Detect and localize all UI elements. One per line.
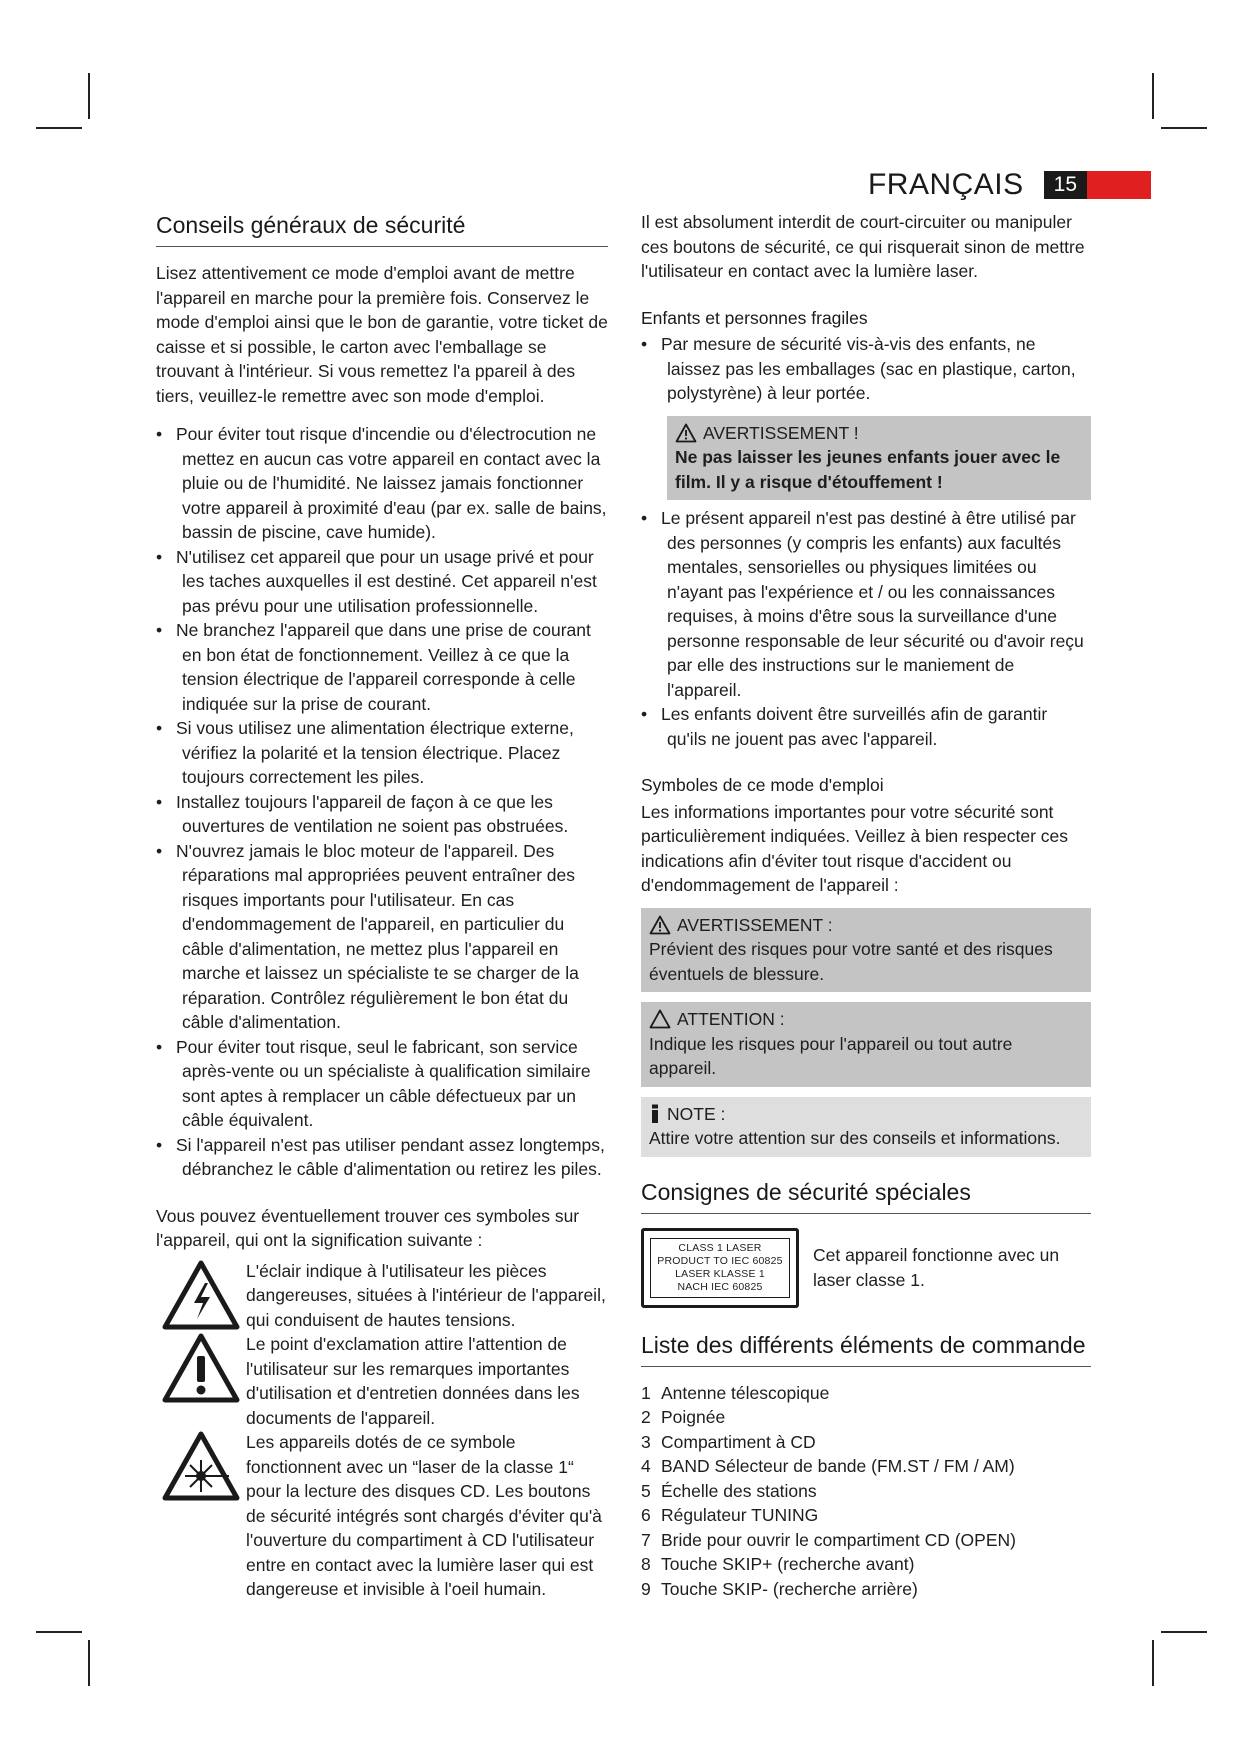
warning-box-children <box>667 416 1091 501</box>
crop-mark <box>36 127 82 129</box>
controls-heading: Liste des différents éléments de commande <box>641 1330 1091 1367</box>
controls-list <box>641 1381 1091 1602</box>
list-item: 6 Régulateur TUNING <box>641 1505 819 1525</box>
note-legend-title: NOTE : <box>667 1103 726 1124</box>
laser-label-line: PRODUCT TO IEC 60825 <box>657 1254 783 1267</box>
symbol-description: Les appareils dotés de ce symbole fonctionnent avec un “laser de la classe 1“ pour la lecture des disques CD. Les boutons de sécurité intégrés sont chargés d'éviter qu'à l'ouverture du compartiment à CD l'utilisateur entre en contact avec la lumière laser qui est dangereuse et invisible à l'oeil humain. <box>246 1432 602 1599</box>
list-item: • Si l'appareil n'est pas utiliser pendant assez longtemps, débranchez le câble d'alimentation ou retirez les piles. <box>156 1133 608 1182</box>
note-legend-text: Attire votre attention sur des conseils et informations. <box>649 1128 1061 1148</box>
laser-warning-icon <box>161 1430 241 1502</box>
symbols-intro: Vous pouvez éventuellement trouver ces symboles sur l'appareil, qui ont la signification suivante : <box>156 1205 580 1250</box>
list-item: 3 Compartiment à CD <box>641 1431 816 1452</box>
attention-legend-text: Indique les risques pour l'appareil ou tout autre appareil. <box>649 1033 1013 1078</box>
list-item: • Les enfants doivent être surveillés afin de garantir qu'ils ne jouent pas avec l'appareil. <box>641 702 1091 751</box>
list-item: 9 Touche SKIP- (recherche arrière) <box>641 1578 918 1599</box>
list-item: • N'utilisez cet appareil que pour un usage privé et pour les taches auxquelles il est destiné. Cet appareil n'est pas prévu pour une utilisation professionnelle. <box>156 545 608 619</box>
list-item: 7 Bride pour ouvrir le compartiment CD (OPEN) <box>641 1529 1016 1550</box>
lightning-warning-icon <box>161 1259 241 1331</box>
warning-triangle-icon <box>649 915 671 935</box>
laser-class-label <box>641 1228 799 1308</box>
warning-legend-text: Prévient des risques pour votre santé et des risques éventuels de blessure. <box>649 939 1053 984</box>
crop-mark <box>88 73 90 119</box>
general-safety-intro: Lisez attentivement ce mode d'emploi avant de mettre l'appareil en marche pour la première fois. Conservez le mode d'emploi ainsi que le bon de garantie, votre ticket de caisse et si possible, le carton avec l'emballage se trouvant à l'intérieur. Si vous remettez l'a ppareil à des tiers, veuillez-le remettre avec son mode d'emploi. <box>156 263 608 406</box>
symbol-description: L'éclair indique à l'utilisateur les pièces dangereuses, situées à l'intérieur de l'appareil, qui conduisent de hautes tensions. <box>246 1260 606 1330</box>
laser-label-line: NACH IEC 60825 <box>677 1280 763 1293</box>
right-column <box>641 210 1091 1601</box>
list-item: 8 Touche SKIP+ (recherche avant) <box>641 1554 915 1574</box>
special-safety-heading: Consignes de sécurité spéciales <box>641 1177 1091 1214</box>
crop-mark <box>1161 127 1207 129</box>
warning-box-title: AVERTISSEMENT ! <box>703 422 859 443</box>
children-heading: Enfants et personnes fragiles <box>641 307 868 328</box>
list-item: 5 Échelle des stations <box>641 1480 817 1501</box>
symbol-description: Le point d'exclamation attire l'attention de l'utilisateur sur les remarques importantes d'utilisation et d'entretien données dans les documents de l'appareil. <box>246 1334 580 1428</box>
warning-legend-title: AVERTISSEMENT : <box>677 914 833 935</box>
crop-mark <box>1152 1640 1154 1686</box>
children-list-continued <box>641 506 1091 751</box>
crop-mark <box>1152 73 1154 119</box>
page-number-accent <box>1087 171 1151 199</box>
symbols-text: Les informations importantes pour votre sécurité sont particulièrement indiquées. Veillez à bien respecter ces indications afin d'éviter tout risque d'accident ou d'endommagement de l'appareil : <box>641 801 1069 895</box>
children-list <box>641 332 1091 406</box>
crop-mark <box>88 1640 90 1686</box>
left-column <box>156 210 608 1602</box>
list-item: • N'ouvrez jamais le bloc moteur de l'appareil. Des réparations mal appropriées peuvent entraîner des risques importants pour l'utilisateur. En cas d'endommagement de l'appareil, en particulier du câble d'alimentation, ne mettez plus l'appareil en marche et laissez un spécialiste te se charger de la réparation. Contrôlez régulièrement le bon état du câble d'alimentation. <box>156 839 608 1035</box>
laser-label-line: LASER KLASSE 1 <box>675 1267 765 1280</box>
warning-legend-box <box>641 908 1091 993</box>
warning-box-text: Ne pas laisser les jeunes enfants jouer avec le film. Il y a risque d'étouffement ! <box>675 447 1061 492</box>
list-item: • Si vous utilisez une alimentation électrique externe, vérifiez la polarité et la tension électrique. Placez toujours correctement les piles. <box>156 716 608 790</box>
laser-label-line: CLASS 1 LASER <box>678 1241 762 1254</box>
list-item: • Pour éviter tout risque d'incendie ou d'électrocution ne mettez en aucun cas votre appareil en contact avec la pluie ou de l'humidité. Ne laissez jamais fonctionner votre appareil à proximité d'eau (par ex. salle de bains, bassin de piscine, cave humide). <box>156 422 608 545</box>
list-item: • Pour éviter tout risque, seul le fabricant, son service après-vente ou un spécialiste à qualification similaire sont aptes à remplacer un câble défectueux par un câble équivalent. <box>156 1035 608 1133</box>
list-item: 4 BAND Sélecteur de bande (FM.ST / FM / AM) <box>641 1456 1015 1476</box>
symbols-heading: Symboles de ce mode d'emploi <box>641 775 884 795</box>
list-item: 1 Antenne télescopique <box>641 1382 830 1403</box>
attention-legend-box <box>641 1002 1091 1087</box>
list-item: • Le présent appareil n'est pas destiné à être utilisé par des personnes (y compris les enfants) aux facultés mentales, sensorielles ou physiques limitées ou n'ayant pas l'expérience et / ou les connaissances requises, à moins d'être sous la surveillance d'une personne responsable de leur sécurité ou d'avoir reçu par elle des instructions sur le maniement de l'appareil. <box>641 506 1091 702</box>
list-item: • Ne branchez l'appareil que dans une prise de courant en bon état de fonctionnement. Veillez à ce que la tension électrique de l'appareil corresponde à celle indiquée sur la prise de courant. <box>156 618 608 716</box>
symbol-row <box>156 1430 608 1602</box>
exclamation-warning-icon <box>161 1332 241 1404</box>
page-number-tab <box>1044 171 1151 199</box>
page-header <box>868 170 1151 200</box>
list-item: • Par mesure de sécurité vis-à-vis des enfants, ne laissez pas les emballages (sac en plastique, carton, polystyrène) à leur portée. <box>641 332 1091 406</box>
crop-mark <box>36 1631 82 1633</box>
general-safety-list <box>156 422 608 1182</box>
attention-triangle-icon <box>649 1009 671 1029</box>
warning-triangle-icon <box>675 423 697 443</box>
info-icon <box>649 1104 661 1124</box>
general-safety-heading: Conseils généraux de sécurité <box>156 210 608 247</box>
page-number: 15 <box>1044 171 1087 199</box>
laser-label-row <box>641 1228 1091 1308</box>
symbol-row <box>156 1332 608 1430</box>
symbol-row <box>156 1259 608 1333</box>
crop-mark <box>1161 1631 1207 1633</box>
note-legend-box <box>641 1097 1091 1157</box>
language-label: FRANÇAIS <box>867 168 1024 201</box>
list-item: • Installez toujours l'appareil de façon à ce que les ouvertures de ventilation ne soient pas obstruées. <box>156 790 608 839</box>
laser-class-text: Cet appareil fonctionne avec un laser classe 1. <box>813 1245 1060 1290</box>
attention-legend-title: ATTENTION : <box>677 1009 785 1029</box>
list-item: 2 Poignée <box>641 1407 726 1427</box>
laser-safety-intro: Il est absolument interdit de court-circuiter ou manipuler ces boutons de sécurité, ce qui risquerait sinon de mettre l'utilisateur en contact avec la lumière laser. <box>641 212 1085 281</box>
